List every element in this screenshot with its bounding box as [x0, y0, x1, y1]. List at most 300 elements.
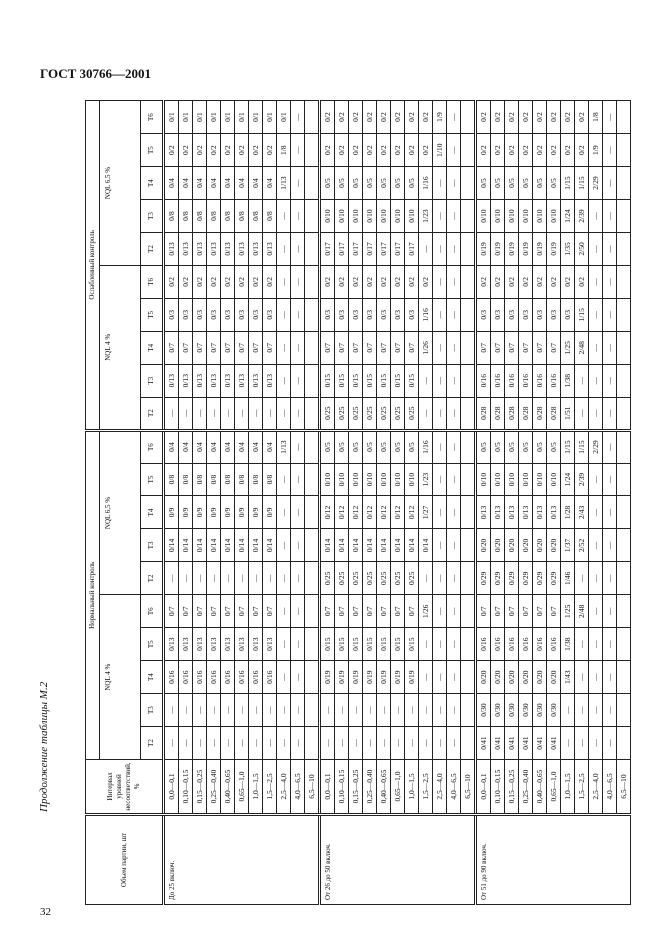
value-cell: 0/13 — [193, 628, 207, 661]
value-cell: 0/13 — [221, 233, 235, 266]
value-cell: — — [221, 694, 235, 727]
value-cell — [305, 430, 320, 463]
value-cell: 0/4 — [221, 430, 235, 463]
value-cell: 0/8 — [263, 463, 277, 496]
value-cell: 0/41 — [547, 727, 561, 760]
value-cell: 0/7 — [335, 595, 349, 628]
value-cell: 0/15 — [349, 628, 363, 661]
value-cell: — — [447, 562, 461, 595]
value-cell: 0/14 — [335, 529, 349, 562]
value-cell: — — [447, 661, 461, 694]
value-cell: 0/29 — [491, 562, 505, 595]
value-cell: 0/10 — [377, 200, 391, 233]
value-cell: 0/5 — [405, 430, 419, 463]
value-cell — [305, 331, 320, 364]
value-cell: 0/2 — [405, 101, 419, 134]
value-cell: 1/15 — [575, 298, 589, 331]
value-cell: 0/5 — [533, 430, 547, 463]
value-cell — [617, 562, 631, 595]
value-cell: — — [291, 628, 305, 661]
value-cell: 0/9 — [179, 496, 193, 529]
value-cell — [617, 496, 631, 529]
value-cell: 0/25 — [377, 562, 391, 595]
value-cell: 0/10 — [491, 463, 505, 496]
value-cell: 2/39 — [575, 200, 589, 233]
value-cell: 0/10 — [363, 200, 377, 233]
value-cell: 0/5 — [391, 167, 405, 200]
table-row — [363, 101, 377, 905]
value-cell: 0/5 — [547, 430, 561, 463]
table-row — [603, 101, 617, 905]
value-cell: 0/7 — [405, 595, 419, 628]
value-cell: — — [447, 265, 461, 298]
value-cell: 0/17 — [320, 233, 335, 266]
table-row — [505, 101, 519, 905]
interval-cell: 0,65—1,0 — [391, 760, 405, 815]
value-cell: 0/2 — [575, 101, 589, 134]
value-cell: 0/13 — [263, 233, 277, 266]
value-cell — [461, 134, 476, 167]
value-cell: — — [589, 727, 603, 760]
value-cell: — — [419, 397, 433, 430]
value-cell: — — [277, 595, 291, 628]
value-cell: 0/2 — [235, 265, 249, 298]
value-cell: 0/7 — [249, 595, 263, 628]
value-cell: 0/12 — [320, 496, 335, 529]
value-cell: 1/9 — [589, 134, 603, 167]
table-row — [405, 101, 419, 905]
value-cell: 0/15 — [405, 628, 419, 661]
value-cell: — — [419, 364, 433, 397]
header-reduced-nql4: NQL 4 % — [100, 265, 141, 430]
value-cell: 0/4 — [235, 430, 249, 463]
value-cell: 1/8 — [589, 101, 603, 134]
value-cell: — — [433, 364, 447, 397]
value-cell: — — [603, 463, 617, 496]
value-cell: — — [575, 562, 589, 595]
value-cell: 0/16 — [547, 628, 561, 661]
header-interval: Интервал уровней несоответствий, % — [86, 760, 164, 815]
value-cell: — — [433, 265, 447, 298]
value-cell: 0/2 — [561, 101, 575, 134]
value-cell: — — [447, 463, 461, 496]
value-cell: — — [291, 727, 305, 760]
interval-cell: 1,0—1,5 — [561, 760, 575, 815]
value-cell: 0/25 — [349, 397, 363, 430]
plan-header-cell: Т4 — [141, 331, 164, 364]
value-cell: 0/1 — [235, 101, 249, 134]
value-cell: — — [447, 200, 461, 233]
interval-cell: 6,5—10 — [305, 760, 320, 815]
value-cell: 0/41 — [505, 727, 519, 760]
value-cell: 0/3 — [519, 298, 533, 331]
value-cell: 1/23 — [419, 463, 433, 496]
value-cell: — — [603, 233, 617, 266]
interval-cell: 0,40—0,65 — [533, 760, 547, 815]
value-cell: 0/19 — [547, 233, 561, 266]
value-cell: — — [277, 265, 291, 298]
value-cell: — — [589, 265, 603, 298]
interval-cell: 0,65—1,0 — [235, 760, 249, 815]
value-cell: 0/7 — [235, 595, 249, 628]
value-cell: — — [207, 562, 221, 595]
value-cell: — — [164, 562, 179, 595]
value-cell: 0/2 — [349, 134, 363, 167]
value-cell: — — [249, 694, 263, 727]
value-cell: 0/8 — [235, 463, 249, 496]
value-cell: 0/30 — [476, 694, 491, 727]
value-cell — [305, 397, 320, 430]
value-cell — [305, 463, 320, 496]
value-cell: 0/13 — [263, 628, 277, 661]
value-cell: 0/15 — [363, 364, 377, 397]
value-cell — [617, 200, 631, 233]
value-cell: — — [603, 529, 617, 562]
value-cell: 0/16 — [235, 661, 249, 694]
value-cell: 0/12 — [349, 496, 363, 529]
value-cell: — — [164, 727, 179, 760]
value-cell: 0/1 — [277, 101, 291, 134]
value-cell: — — [589, 233, 603, 266]
table-row — [221, 101, 235, 905]
value-cell: 0/14 — [263, 529, 277, 562]
value-cell: 0/12 — [405, 496, 419, 529]
value-cell — [461, 430, 476, 463]
value-cell: 0/7 — [391, 331, 405, 364]
value-cell: 0/8 — [164, 200, 179, 233]
value-cell — [461, 529, 476, 562]
header-normal-nql4: NQL 4 % — [100, 595, 141, 760]
value-cell: 0/9 — [221, 496, 235, 529]
interval-cell: 1,5—2,5 — [263, 760, 277, 815]
value-cell — [461, 364, 476, 397]
value-cell — [305, 101, 320, 134]
value-cell: 0/7 — [221, 595, 235, 628]
value-cell: 0/7 — [235, 331, 249, 364]
value-cell: 0/7 — [179, 331, 193, 364]
value-cell: 0/2 — [491, 134, 505, 167]
value-cell: — — [603, 331, 617, 364]
value-cell: 0/7 — [363, 595, 377, 628]
value-cell: 0/2 — [476, 265, 491, 298]
value-cell: 0/25 — [320, 562, 335, 595]
value-cell: 0/9 — [235, 496, 249, 529]
plan-header-cell: Т5 — [141, 298, 164, 331]
value-cell: 0/8 — [193, 200, 207, 233]
value-cell: 0/2 — [519, 265, 533, 298]
value-cell: 0/16 — [547, 364, 561, 397]
table-row — [533, 101, 547, 905]
plan-header-cell: Т3 — [141, 200, 164, 233]
value-cell: 0/2 — [207, 265, 221, 298]
value-cell: 1/15 — [561, 430, 575, 463]
value-cell — [617, 134, 631, 167]
value-cell: 0/7 — [363, 331, 377, 364]
value-cell: 0/13 — [249, 364, 263, 397]
value-cell: 0/13 — [235, 628, 249, 661]
table-row — [179, 101, 193, 905]
value-cell — [305, 298, 320, 331]
value-cell: 0/2 — [349, 265, 363, 298]
value-cell: — — [291, 694, 305, 727]
value-cell: 0/5 — [519, 430, 533, 463]
value-cell — [617, 397, 631, 430]
value-cell: — — [575, 661, 589, 694]
value-cell: 0/2 — [363, 265, 377, 298]
table-row — [291, 101, 305, 905]
value-cell: — — [164, 694, 179, 727]
plan-header-cell: Т3 — [141, 364, 164, 397]
value-cell: 0/25 — [391, 562, 405, 595]
value-cell: — — [603, 265, 617, 298]
value-cell: 0/41 — [476, 727, 491, 760]
value-cell: 0/4 — [263, 167, 277, 200]
value-cell: 0/8 — [249, 463, 263, 496]
value-cell: — — [291, 265, 305, 298]
value-cell: 0/19 — [476, 233, 491, 266]
value-cell: 1/27 — [419, 496, 433, 529]
value-cell: 0/14 — [405, 529, 419, 562]
value-cell: 0/20 — [533, 529, 547, 562]
value-cell: 0/2 — [335, 101, 349, 134]
value-cell: — — [589, 496, 603, 529]
value-cell: 0/2 — [505, 134, 519, 167]
value-cell: 0/13 — [547, 496, 561, 529]
value-cell: — — [291, 134, 305, 167]
value-cell: 0/25 — [377, 397, 391, 430]
value-cell: 0/2 — [320, 101, 335, 134]
value-cell: 0/10 — [405, 200, 419, 233]
value-cell: 0/9 — [193, 496, 207, 529]
table-row — [547, 101, 561, 905]
plan-header-cell: Т5 — [141, 628, 164, 661]
value-cell — [461, 628, 476, 661]
value-cell: 0/2 — [164, 134, 179, 167]
value-cell — [305, 233, 320, 266]
interval-cell: 0,0—0,1 — [476, 760, 491, 815]
table-row — [447, 101, 461, 905]
value-cell: 0/2 — [193, 265, 207, 298]
value-cell: — — [363, 694, 377, 727]
value-cell: 2/29 — [589, 430, 603, 463]
value-cell: 0/8 — [221, 200, 235, 233]
table-row — [193, 101, 207, 905]
value-cell: 0/28 — [505, 397, 519, 430]
value-cell: — — [603, 661, 617, 694]
value-cell: — — [603, 430, 617, 463]
interval-cell: 1,0—1,5 — [249, 760, 263, 815]
value-cell: 0/3 — [263, 298, 277, 331]
value-cell: 0/13 — [263, 364, 277, 397]
value-cell — [305, 200, 320, 233]
header-reduced-control: Ослабленный контроль — [86, 101, 100, 431]
value-cell: 0/14 — [349, 529, 363, 562]
value-cell: 0/5 — [335, 167, 349, 200]
value-cell: 0/7 — [263, 331, 277, 364]
value-cell: 0/5 — [320, 430, 335, 463]
value-cell — [305, 694, 320, 727]
value-cell: 0/2 — [575, 265, 589, 298]
value-cell: 0/4 — [235, 167, 249, 200]
table-row — [419, 101, 433, 905]
value-cell — [305, 661, 320, 694]
value-cell: — — [179, 727, 193, 760]
value-cell: 0/2 — [405, 265, 419, 298]
interval-cell: 0,0—0,1 — [164, 760, 179, 815]
value-cell: 0/28 — [533, 397, 547, 430]
value-cell: 0/2 — [320, 134, 335, 167]
value-cell: 0/5 — [476, 167, 491, 200]
value-cell: 1/25 — [561, 331, 575, 364]
table-row — [461, 101, 476, 905]
value-cell: 0/10 — [349, 200, 363, 233]
plan-header-cell: Т4 — [141, 167, 164, 200]
value-cell: — — [589, 661, 603, 694]
value-cell: — — [419, 628, 433, 661]
value-cell: 0/25 — [391, 397, 405, 430]
value-cell: — — [277, 397, 291, 430]
value-cell: 0/3 — [320, 298, 335, 331]
value-cell: 0/12 — [391, 496, 405, 529]
value-cell: 0/4 — [249, 430, 263, 463]
value-cell: 0/28 — [491, 397, 505, 430]
value-cell: 0/4 — [263, 430, 277, 463]
value-cell — [617, 628, 631, 661]
value-cell: 0/2 — [476, 134, 491, 167]
value-cell: — — [447, 397, 461, 430]
value-cell: 1/23 — [419, 200, 433, 233]
table-row — [335, 101, 349, 905]
value-cell: — — [221, 727, 235, 760]
value-cell: 0/1 — [193, 101, 207, 134]
value-cell: 0/2 — [547, 265, 561, 298]
value-cell: — — [193, 397, 207, 430]
interval-cell: 0,10—0,15 — [179, 760, 193, 815]
value-cell: 0/7 — [164, 595, 179, 628]
plan-header-cell: Т6 — [141, 595, 164, 628]
value-cell: 0/19 — [491, 233, 505, 266]
value-cell: — — [433, 727, 447, 760]
value-cell: — — [349, 727, 363, 760]
value-cell: — — [589, 200, 603, 233]
value-cell: — — [433, 595, 447, 628]
value-cell: 0/30 — [547, 694, 561, 727]
value-cell: — — [164, 397, 179, 430]
value-cell: 0/2 — [235, 134, 249, 167]
value-cell: 1/13 — [277, 430, 291, 463]
value-cell: 0/13 — [249, 628, 263, 661]
value-cell: — — [433, 397, 447, 430]
value-cell: — — [277, 661, 291, 694]
value-cell: 0/16 — [263, 661, 277, 694]
value-cell — [461, 265, 476, 298]
value-cell: 0/8 — [221, 463, 235, 496]
value-cell: 0/13 — [179, 233, 193, 266]
value-cell: — — [589, 364, 603, 397]
value-cell: 0/41 — [519, 727, 533, 760]
value-cell: — — [561, 727, 575, 760]
interval-cell: 0,25—0,40 — [519, 760, 533, 815]
header-lot-size: Объем партии, шт — [86, 815, 164, 905]
value-cell: 0/2 — [533, 265, 547, 298]
value-cell: — — [603, 167, 617, 200]
value-cell: — — [447, 430, 461, 463]
value-cell — [461, 298, 476, 331]
value-cell: — — [263, 694, 277, 727]
value-cell: — — [277, 727, 291, 760]
value-cell: 2/29 — [589, 167, 603, 200]
interval-cell: 0,40—0,65 — [221, 760, 235, 815]
value-cell: 0/17 — [335, 233, 349, 266]
value-cell: 0/19 — [533, 233, 547, 266]
value-cell: 0/16 — [533, 628, 547, 661]
value-cell: 0/7 — [505, 595, 519, 628]
value-cell: 0/13 — [505, 496, 519, 529]
table-row — [561, 101, 575, 905]
value-cell: 0/19 — [349, 661, 363, 694]
value-cell: 0/15 — [363, 628, 377, 661]
lot-size-cell: От 51 до 90 включ. — [476, 815, 631, 905]
value-cell — [305, 265, 320, 298]
value-cell: 0/10 — [405, 463, 419, 496]
value-cell: 0/7 — [533, 331, 547, 364]
value-cell: 0/5 — [391, 430, 405, 463]
value-cell: — — [221, 397, 235, 430]
plan-header-cell: Т5 — [141, 463, 164, 496]
plan-header-cell: Т3 — [141, 694, 164, 727]
value-cell: 0/4 — [179, 430, 193, 463]
value-cell: 0/15 — [391, 364, 405, 397]
value-cell — [305, 727, 320, 760]
value-cell: 0/16 — [179, 661, 193, 694]
table-row — [519, 101, 533, 905]
value-cell: — — [263, 397, 277, 430]
value-cell: 0/8 — [235, 200, 249, 233]
value-cell: 0/3 — [533, 298, 547, 331]
interval-cell: 0,15—0,25 — [349, 760, 363, 815]
table-row — [320, 101, 335, 905]
value-cell — [461, 397, 476, 430]
value-cell: 0/2 — [391, 101, 405, 134]
value-cell: — — [433, 661, 447, 694]
value-cell: 0/2 — [547, 101, 561, 134]
value-cell — [305, 364, 320, 397]
value-cell: 0/2 — [349, 101, 363, 134]
value-cell: — — [447, 167, 461, 200]
value-cell: — — [589, 298, 603, 331]
value-cell: 0/3 — [491, 298, 505, 331]
plan-header-cell: Т6 — [141, 101, 164, 134]
value-cell: 2/52 — [575, 529, 589, 562]
value-cell: 0/5 — [491, 430, 505, 463]
value-cell: — — [291, 430, 305, 463]
value-cell: 0/7 — [207, 595, 221, 628]
table-row — [433, 101, 447, 905]
value-cell: 0/2 — [419, 101, 433, 134]
value-cell: 0/2 — [363, 134, 377, 167]
value-cell: — — [291, 595, 305, 628]
value-cell: 0/5 — [377, 167, 391, 200]
value-cell: 0/16 — [164, 661, 179, 694]
value-cell: 0/13 — [179, 628, 193, 661]
value-cell: 0/2 — [575, 134, 589, 167]
value-cell: 0/2 — [391, 134, 405, 167]
value-cell: 0/20 — [491, 661, 505, 694]
value-cell: 0/20 — [505, 661, 519, 694]
value-cell: 0/13 — [249, 233, 263, 266]
value-cell: 0/16 — [476, 628, 491, 661]
value-cell: 0/20 — [547, 529, 561, 562]
